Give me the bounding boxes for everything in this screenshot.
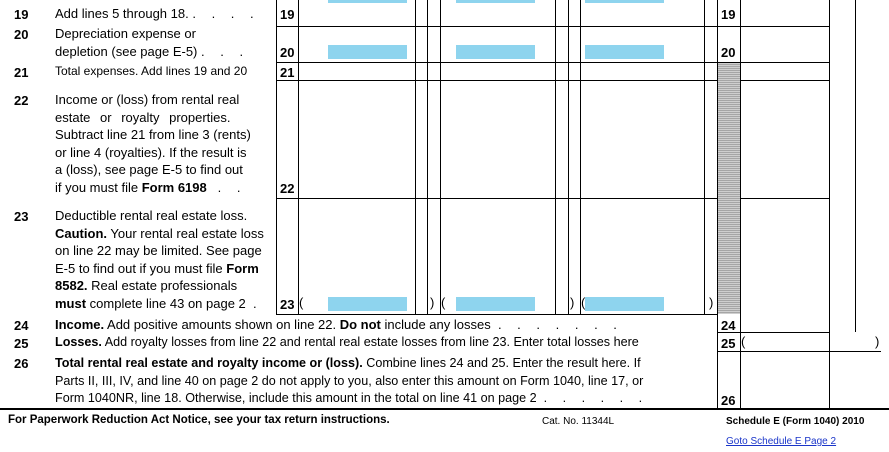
- field-18-b[interactable]: [456, 0, 535, 3]
- line-23-text-1: Deductible rental real estate loss.: [55, 208, 248, 223]
- col-line-e: [440, 0, 441, 314]
- col-line-c: [415, 0, 416, 314]
- form-identifier: Schedule E (Form 1040) 2010: [726, 416, 865, 427]
- field-18-c[interactable]: [585, 0, 664, 3]
- line-24-text: Income. Add positive amounts shown on line 22. Do not include any losses . . . . . . .: [55, 317, 623, 332]
- line-24-box-label: 24: [721, 318, 736, 333]
- line-23-box-label: 23: [280, 297, 295, 312]
- paperwork-notice: For Paperwork Reduction Act Notice, see your tax return instructions.: [8, 414, 390, 426]
- line-23-close-paren-b: ): [570, 295, 575, 310]
- field-23-a[interactable]: [328, 297, 407, 311]
- field-20-a[interactable]: [328, 45, 407, 59]
- row-line-22: [276, 198, 829, 199]
- row-line-23: [276, 314, 718, 315]
- line-26-text-3: Form 1040NR, line 18. Otherwise, include this amount in the total on line 41 on page 2 . . . . . .: [55, 391, 649, 405]
- row-line-20: [276, 62, 829, 63]
- line-22-number: 22: [14, 93, 29, 108]
- line-22-text-2: estate or royalty properties.: [55, 109, 231, 125]
- col-line-h: [580, 0, 581, 314]
- line-23-text-2: Caution. Your rental real estate loss: [55, 225, 264, 241]
- line-20-total-label: 20: [721, 45, 736, 60]
- line-26-number: 26: [14, 356, 29, 371]
- line-22-box-label: 22: [280, 181, 295, 196]
- line-25-text: Losses. Add royalty losses from line 22 and rental real estate losses from line 23. Enter total losses here: [55, 335, 639, 349]
- line-23-close-paren-a: ): [430, 295, 435, 310]
- line-25-box-label: 25: [721, 336, 736, 351]
- row-line-25: [717, 351, 881, 352]
- col-line-m: [855, 0, 856, 332]
- line-21-box-label: 21: [280, 65, 295, 80]
- line-23-text-3: on line 22 may be limited. See page: [55, 243, 262, 258]
- col-line-l: [829, 0, 830, 408]
- field-23-c[interactable]: [585, 297, 664, 311]
- line-21-number: 21: [14, 65, 29, 80]
- line-19-text: Add lines 5 through 18. . . . .: [55, 6, 260, 21]
- col-line-a: [276, 0, 277, 314]
- row-line-19: [276, 26, 829, 27]
- line-20-text-2: depletion (see page E-5) . . .: [55, 44, 250, 59]
- field-18-a[interactable]: [328, 0, 407, 3]
- field-20-b[interactable]: [456, 45, 535, 59]
- line-20-box-label: 20: [280, 45, 295, 60]
- col-line-i: [704, 0, 705, 314]
- field-23-b[interactable]: [456, 297, 535, 311]
- line-23-text-6: must complete line 43 on page 2 .: [55, 295, 257, 311]
- line-24-number: 24: [14, 318, 29, 333]
- line-22-text-4: or line 4 (royalties). If the result is: [55, 144, 247, 160]
- line-26-text-1: Total rental real estate and royalty income or (loss). Combine lines 24 and 25. Enter the result here. If: [55, 356, 641, 370]
- goto-page-2-link[interactable]: Goto Schedule E Page 2: [726, 436, 837, 447]
- col-line-f: [555, 0, 556, 314]
- line-25-close-paren: ): [875, 334, 880, 349]
- goto-page-2-link-wrap: [726, 431, 836, 449]
- row-line-21: [276, 80, 829, 81]
- line-23-open-paren-a: (: [299, 295, 304, 310]
- line-23-number: 23: [14, 209, 29, 224]
- line-21-text: Total expenses. Add lines 19 and 20: [55, 64, 248, 78]
- line-19-total-label: 19: [721, 7, 736, 22]
- line-22-text-1: Income or (loss) from rental real: [55, 92, 240, 107]
- form-bottom-rule: [0, 408, 889, 410]
- line-20-text-1: Depreciation expense or: [55, 26, 196, 41]
- col-line-g: [568, 0, 569, 314]
- line-23-open-paren-b: (: [441, 295, 446, 310]
- line-25-number: 25: [14, 336, 29, 351]
- line-23-text-5: 8582. Real estate professionals: [55, 278, 238, 293]
- line-23-text-4: E-5 to find out if you must file Form: [55, 260, 259, 276]
- line-22-text-3: Subtract line 21 from line 3 (rents): [55, 127, 251, 142]
- line-22-text-5: a (loss), see page E-5 to find out: [55, 162, 243, 177]
- line-19-box-label: 19: [280, 7, 295, 22]
- line-19-number: 19: [14, 7, 29, 22]
- line-25-open-paren: (: [741, 334, 746, 349]
- shaded-area: [718, 63, 740, 314]
- line-23-close-paren-c: ): [709, 295, 714, 310]
- catalog-number: Cat. No. 11344L: [542, 416, 615, 427]
- line-23-open-paren-c: (: [581, 295, 586, 310]
- line-26-text-2: Parts II, III, IV, and line 40 on page 2 do not apply to you, also enter this amount on Form 1040, line 17, or: [55, 373, 644, 388]
- col-line-b: [298, 0, 299, 314]
- line-22-text-6: if you must file Form 6198 . .: [55, 179, 247, 195]
- col-line-d: [427, 0, 428, 314]
- line-26-box-label: 26: [721, 393, 736, 408]
- line-20-number: 20: [14, 27, 29, 42]
- field-20-c[interactable]: [585, 45, 664, 59]
